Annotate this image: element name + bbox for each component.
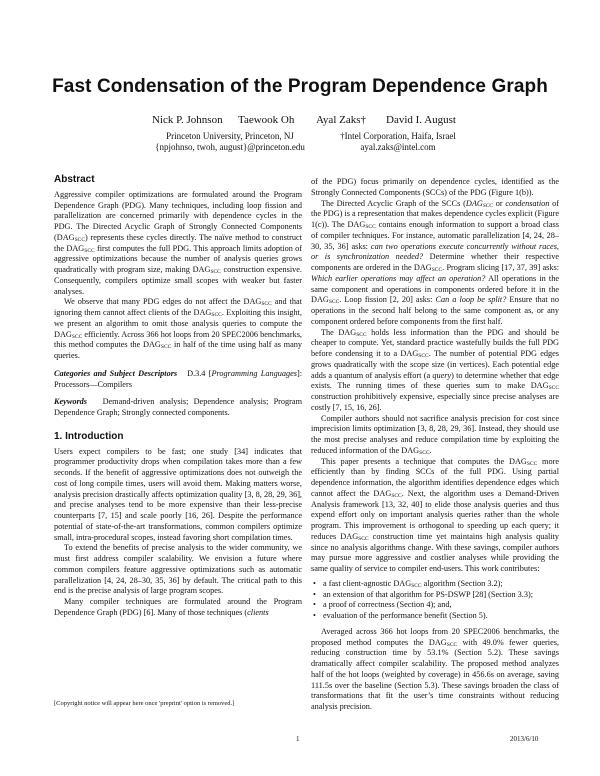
intel-address: †Intel Corporation, Haifa, Israel xyxy=(340,131,456,141)
author-johnson: Nick P. Johnson xyxy=(152,114,223,126)
keywords: Keywords Demand-driven analysis; Dependence analysis; Program Dependence Graph; Strongly connected components. xyxy=(54,397,302,417)
affiliation-princeton xyxy=(110,131,350,152)
paper-title: Fast Condensation of the Program Dependence Graph xyxy=(52,76,548,97)
intro-paragraph-3: Many compiler techniques are formulated around the Program Dependence Graph (PDG) [6]. Many of those techniques (clients xyxy=(54,597,302,617)
abstract-heading: Abstract xyxy=(54,174,95,185)
intro-paragraph-2: To extend the benefits of precise analysis to the wider community, we must first address compiler scalability. We envision a future where common compilers feature aggressive optimizations such as automatic parallelization [4, 24, 28–30, 35, 36] by default. The critical path to this end is the precise analysis of large program scopes. xyxy=(54,543,302,596)
abstract-paragraph-2: We observe that many PDG edges do not affect the $DAG_{SCC}$ and that ignoring them cannot affect clients of the $DAG_{SCC}$. Exploiting this insight, we present an algorithm to omit those analysis queries to compute the $DAG_{SCC}$ efficiently. Across 366 hot loops from 20 SPEC2006 benchmarks, this method computes the $DAG_{SCC}$ in half of the time using half as many queries. xyxy=(54,297,302,360)
list-item: • a proof of correctness (Section 4); and, xyxy=(313,600,452,610)
right-paragraph-3: The $DAG_{SCC}$ holds less information than the PDG and should be cheaper to compute. Yet, standard practice wastefully builds the full PDG before condensing it to a $DAG_{SCC}$. The number of potential PDG edges grows quadratically with the scope size (in vertices). Each potential edge adds a quantum of analysis effort (a query) to determine whether that edge exists. The running times of these queries sum to make $DAG_{SCC}$ construction prohibitively expensive, especially since precise analyses are costly [7, 15, 16, 26]. xyxy=(311,327,560,412)
right-paragraph-1: of the PDG) focus primarily on dependence cycles, identified as the Strongly Connected Components (SCCs) of the PDG (Figure 1(b)). xyxy=(311,177,559,197)
right-paragraph-6: Averaged across 366 hot loops from 20 SPEC2006 benchmarks, the proposed method computes the $DAG_{SCC}$ with 49.0% fewer queries, reducing construction time by 53.1% (Section 5.2). These savings dramatically affect compiler scalability. The proposed method analyzes half of the hot loops (weighted by coverage) in 456.6s on average, saving 111.5s over the baseline (Section 5.3). These savings broaden the class of transformations that fit the user’s time constraints without reducing analysis precision. xyxy=(311,626,560,711)
footer-date: 2013/6/10 xyxy=(510,735,539,743)
list-item: • an extension of that algorithm for PS-DSWP [28] (Section 3.3); xyxy=(313,589,534,599)
author-august: David I. August xyxy=(386,114,456,126)
page-number: 1 xyxy=(296,735,300,743)
author-oh: Taewook Oh xyxy=(238,114,295,126)
list-item: • a fast client-agnostic $DAG_{SCC}$ algorithm (Section 3.2); xyxy=(313,578,503,589)
abstract-paragraph-1: Aggressive compiler optimizations are formulated around the Program Dependence Graph (PDG). Many techniques, including loop fission and parallelization are concerned primarily with dependence cycles in the PDG. The Directed Acyclic Graph of Strongly Connected Components $(DAG_{SCC})$ represents these cycles directly. The naïve method to construct the $DAG_{SCC}$ first computes the full PDG. This approach limits adoption of aggressive optimizations because the number of analysis queries grows quadratically with program size, making $DAG_{SCC}$ construction expensive. Consequently, compilers optimize small scopes with weaker but faster analyses. xyxy=(54,189,302,296)
intro-paragraph-1: Users expect compilers to be fast; one study [34] indicates that programmer productivity drops when compilation takes more than a few seconds. If the benefit of aggressive optimizations does not outweigh the cost of long compile times, users will avoid them. Making matters worse, analysis precision drastically affects optimization quality [3, 8, 28, 29, 36], and precise analyses tend to be more expensive than their less-precise counterparts [7, 15] and scale poorly [16, 26]. Despite the performance potential of state-of-the-art transformations, common compilers optimize small, intra-procedural scopes, instead favoring short compilation times. xyxy=(54,446,302,542)
princeton-emails: {npjohnso, twoh, august}@princeton.edu xyxy=(155,141,305,152)
contribution-list xyxy=(311,579,559,622)
list-item: • evaluation of the performance benefit (Section 5). xyxy=(313,611,488,620)
right-paragraph-2: The Directed Acyclic Graph of the SCCs ($DAG_{SCC}$ or condensation of the PDG) is a representation that makes dependence cycles explicit (Figure 1(c)). The $DAG_{SCC}$ contains enough information to support a broad class of compiler techniques. For instance, automatic parallelization [4, 24, 28–30, 35, 36] asks: can two operations execute concurrently without races, or is synchronization needed? Determine whether their respective components are ordered in the $DAG_{SCC}$. Program slicing [17, 37, 39] asks: Which earlier operations may affect an operation? All operations in the same component and operations in components ordered before it in the $DAG_{SCC}$. Loop fission [2, 20] asks: Can a loop be split? Ensure that no operations in the second half belong to the same component as, or any component ordered before components from the first half. xyxy=(311,198,560,326)
author-zaks: Ayal Zaks† xyxy=(316,114,367,126)
copyright-notice: [Copyright notice will appear here once 'preprint' option is removed.] xyxy=(54,700,235,707)
intel-email: ayal.zaks@intel.com xyxy=(360,141,436,152)
categories: Categories and Subject Descriptors D.3.4 [Programming Languages]: Processors—Compilers xyxy=(54,368,303,389)
right-paragraph-5: This paper presents a technique that computes the $DAG_{SCC}$ more efficiently than by finding SCCs of the full PDG. Using partial dependence information, the algorithm identifies dependence edges which cannot affect the $DAG_{SCC}$. Next, the algorithm uses a Demand-Driven Analysis framework [13, 32, 40] to elide those analysis queries and thus expend effort only on important analysis queries rather than the whole program. This improvement is orthogonal to speeding up each query; it reduces $DAG_{SCC}$ construction time yet maintains high analysis quality since no analysis algorithms change. With these savings, compiler authors may pursue more aggressive and costlier analyses while providing the same quality of service to compiler end-users. This work contributes: xyxy=(311,456,560,573)
left-column xyxy=(54,175,302,619)
affiliation-intel xyxy=(318,131,478,152)
princeton-address: Princeton University, Princeton, NJ xyxy=(166,131,294,141)
right-column xyxy=(311,177,559,713)
right-paragraph-4: Compiler authors should not sacrifice analysis precision for cost since imprecision limits optimization [3, 8, 28, 29, 36]. Instead, they should use the most precise analyses and reduce compilation time by exploiting the reduced information of the $DAG_{SCC}$. xyxy=(311,413,559,456)
intro-heading: 1. Introduction xyxy=(54,430,124,442)
